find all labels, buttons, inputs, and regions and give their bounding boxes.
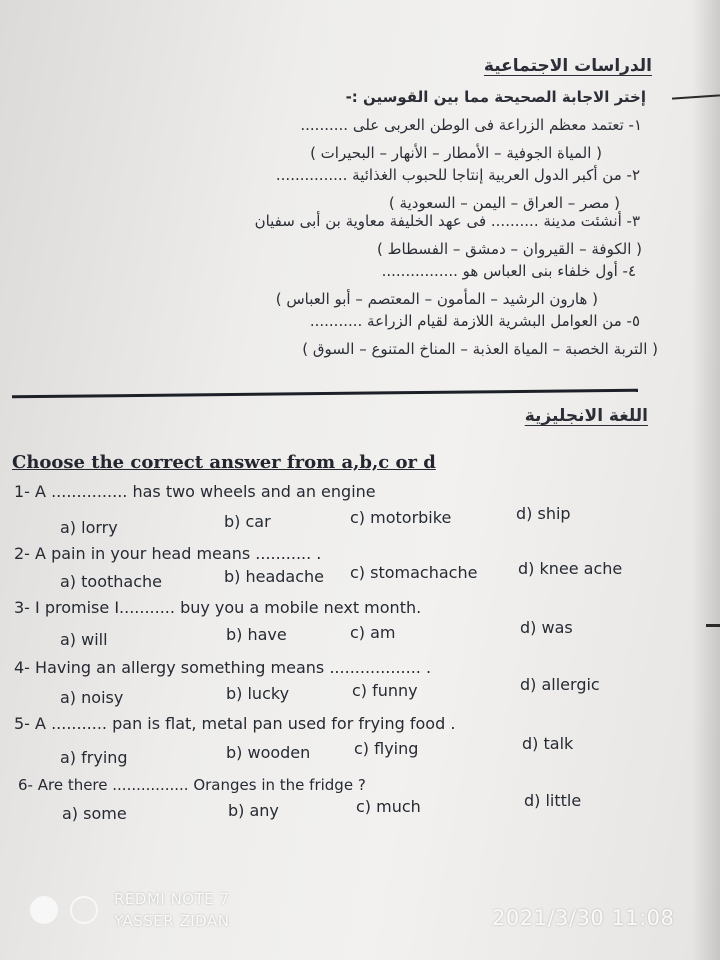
option-3b: b) have (226, 625, 287, 644)
arabic-question-3: ٣- أنشئت مدينة .......... فى عهد الخليفة معاوية بن أبى سفيان (254, 212, 640, 230)
arabic-question-4: ٤- أول خلفاء بنى العباس هو ................ (381, 262, 636, 280)
page-edge-shadow (692, 0, 720, 960)
watermark-dot-outline-icon (70, 896, 98, 924)
option-1c: c) motorbike (350, 508, 452, 527)
option-5d: d) talk (522, 734, 574, 753)
option-6c: c) much (356, 797, 421, 816)
arabic-instruction: إختر الاجابة الصحيحة مما بين القوسين :- (345, 88, 646, 106)
option-5c: c) flying (354, 739, 419, 758)
option-4a: a) noisy (60, 688, 124, 707)
english-section-arabic-title: اللغة الانجليزية (524, 406, 648, 426)
english-question-4: 4- Having an allergy something means .................. . (14, 658, 432, 677)
option-2b: b) headache (224, 567, 325, 586)
english-question-3: 3- I promise I........... buy you a mobile next month. (14, 598, 422, 617)
option-2a: a) toothache (60, 572, 162, 591)
english-question-6: 6- Are there ................ Oranges in the fridge ? (18, 776, 366, 794)
watermark-device: REDMI NOTE 7 (114, 890, 230, 908)
option-4b: b) lucky (226, 684, 290, 703)
option-5a: a) frying (60, 748, 128, 767)
arabic-choices-4: ( هارون الرشيد – المأمون – المعتصم – أبو العباس ) (275, 290, 598, 308)
arabic-choices-2: ( مصر – العراق – اليمن – السعودية ) (388, 194, 620, 212)
option-2d: d) knee ache (518, 559, 623, 578)
option-1a: a) lorry (60, 518, 118, 537)
arabic-question-1: ١- تعتمد معظم الزراعة فى الوطن العربى على .......... (300, 116, 642, 134)
option-3d: d) was (520, 618, 573, 637)
option-1d: d) ship (516, 504, 571, 523)
english-question-2: 2- A pain in your head means ........... . (14, 544, 322, 563)
option-6a: a) some (62, 804, 127, 823)
watermark-dot-filled-icon (30, 896, 58, 924)
option-5b: b) wooden (226, 743, 311, 762)
english-instruction: Choose the correct answer from a,b,c or d (12, 452, 436, 473)
option-3a: a) will (60, 630, 108, 649)
watermark-timestamp: 2021/3/30 11:08 (492, 906, 675, 930)
english-question-1: 1- A ............... has two wheels and an engine (14, 482, 376, 501)
english-question-5: 5- A ........... pan is flat, metal pan used for frying food . (14, 714, 456, 733)
option-1b: b) car (224, 512, 271, 531)
option-6b: b) any (228, 801, 279, 820)
margin-mark (706, 624, 720, 627)
arabic-question-2: ٢- من أكبر الدول العربية إنتاجا للحبوب الغذائية ............... (275, 166, 640, 184)
arabic-choices-3: ( الكوفة – القيروان – دمشق – الفسطاط ) (377, 240, 642, 258)
watermark-owner: YASSER ZIDAN (114, 912, 230, 930)
arabic-question-5: ٥- من العوامل البشرية اللازمة لقيام الزراعة ........... (309, 312, 640, 330)
arabic-section-title: الدراسات الاجتماعية (483, 56, 652, 76)
arabic-choices-5: ( التربة الخصبة – المياة العذبة – المناخ المتنوع – السوق ) (302, 340, 658, 358)
option-6d: d) little (524, 791, 582, 810)
option-4c: c) funny (352, 681, 418, 700)
option-3c: c) am (350, 623, 396, 642)
option-2c: c) stomachache (350, 563, 478, 582)
arabic-choices-1: ( المياة الجوفية – الأمطار – الأنهار – البحيرات ) (310, 144, 602, 162)
option-4d: d) allergic (520, 675, 600, 694)
